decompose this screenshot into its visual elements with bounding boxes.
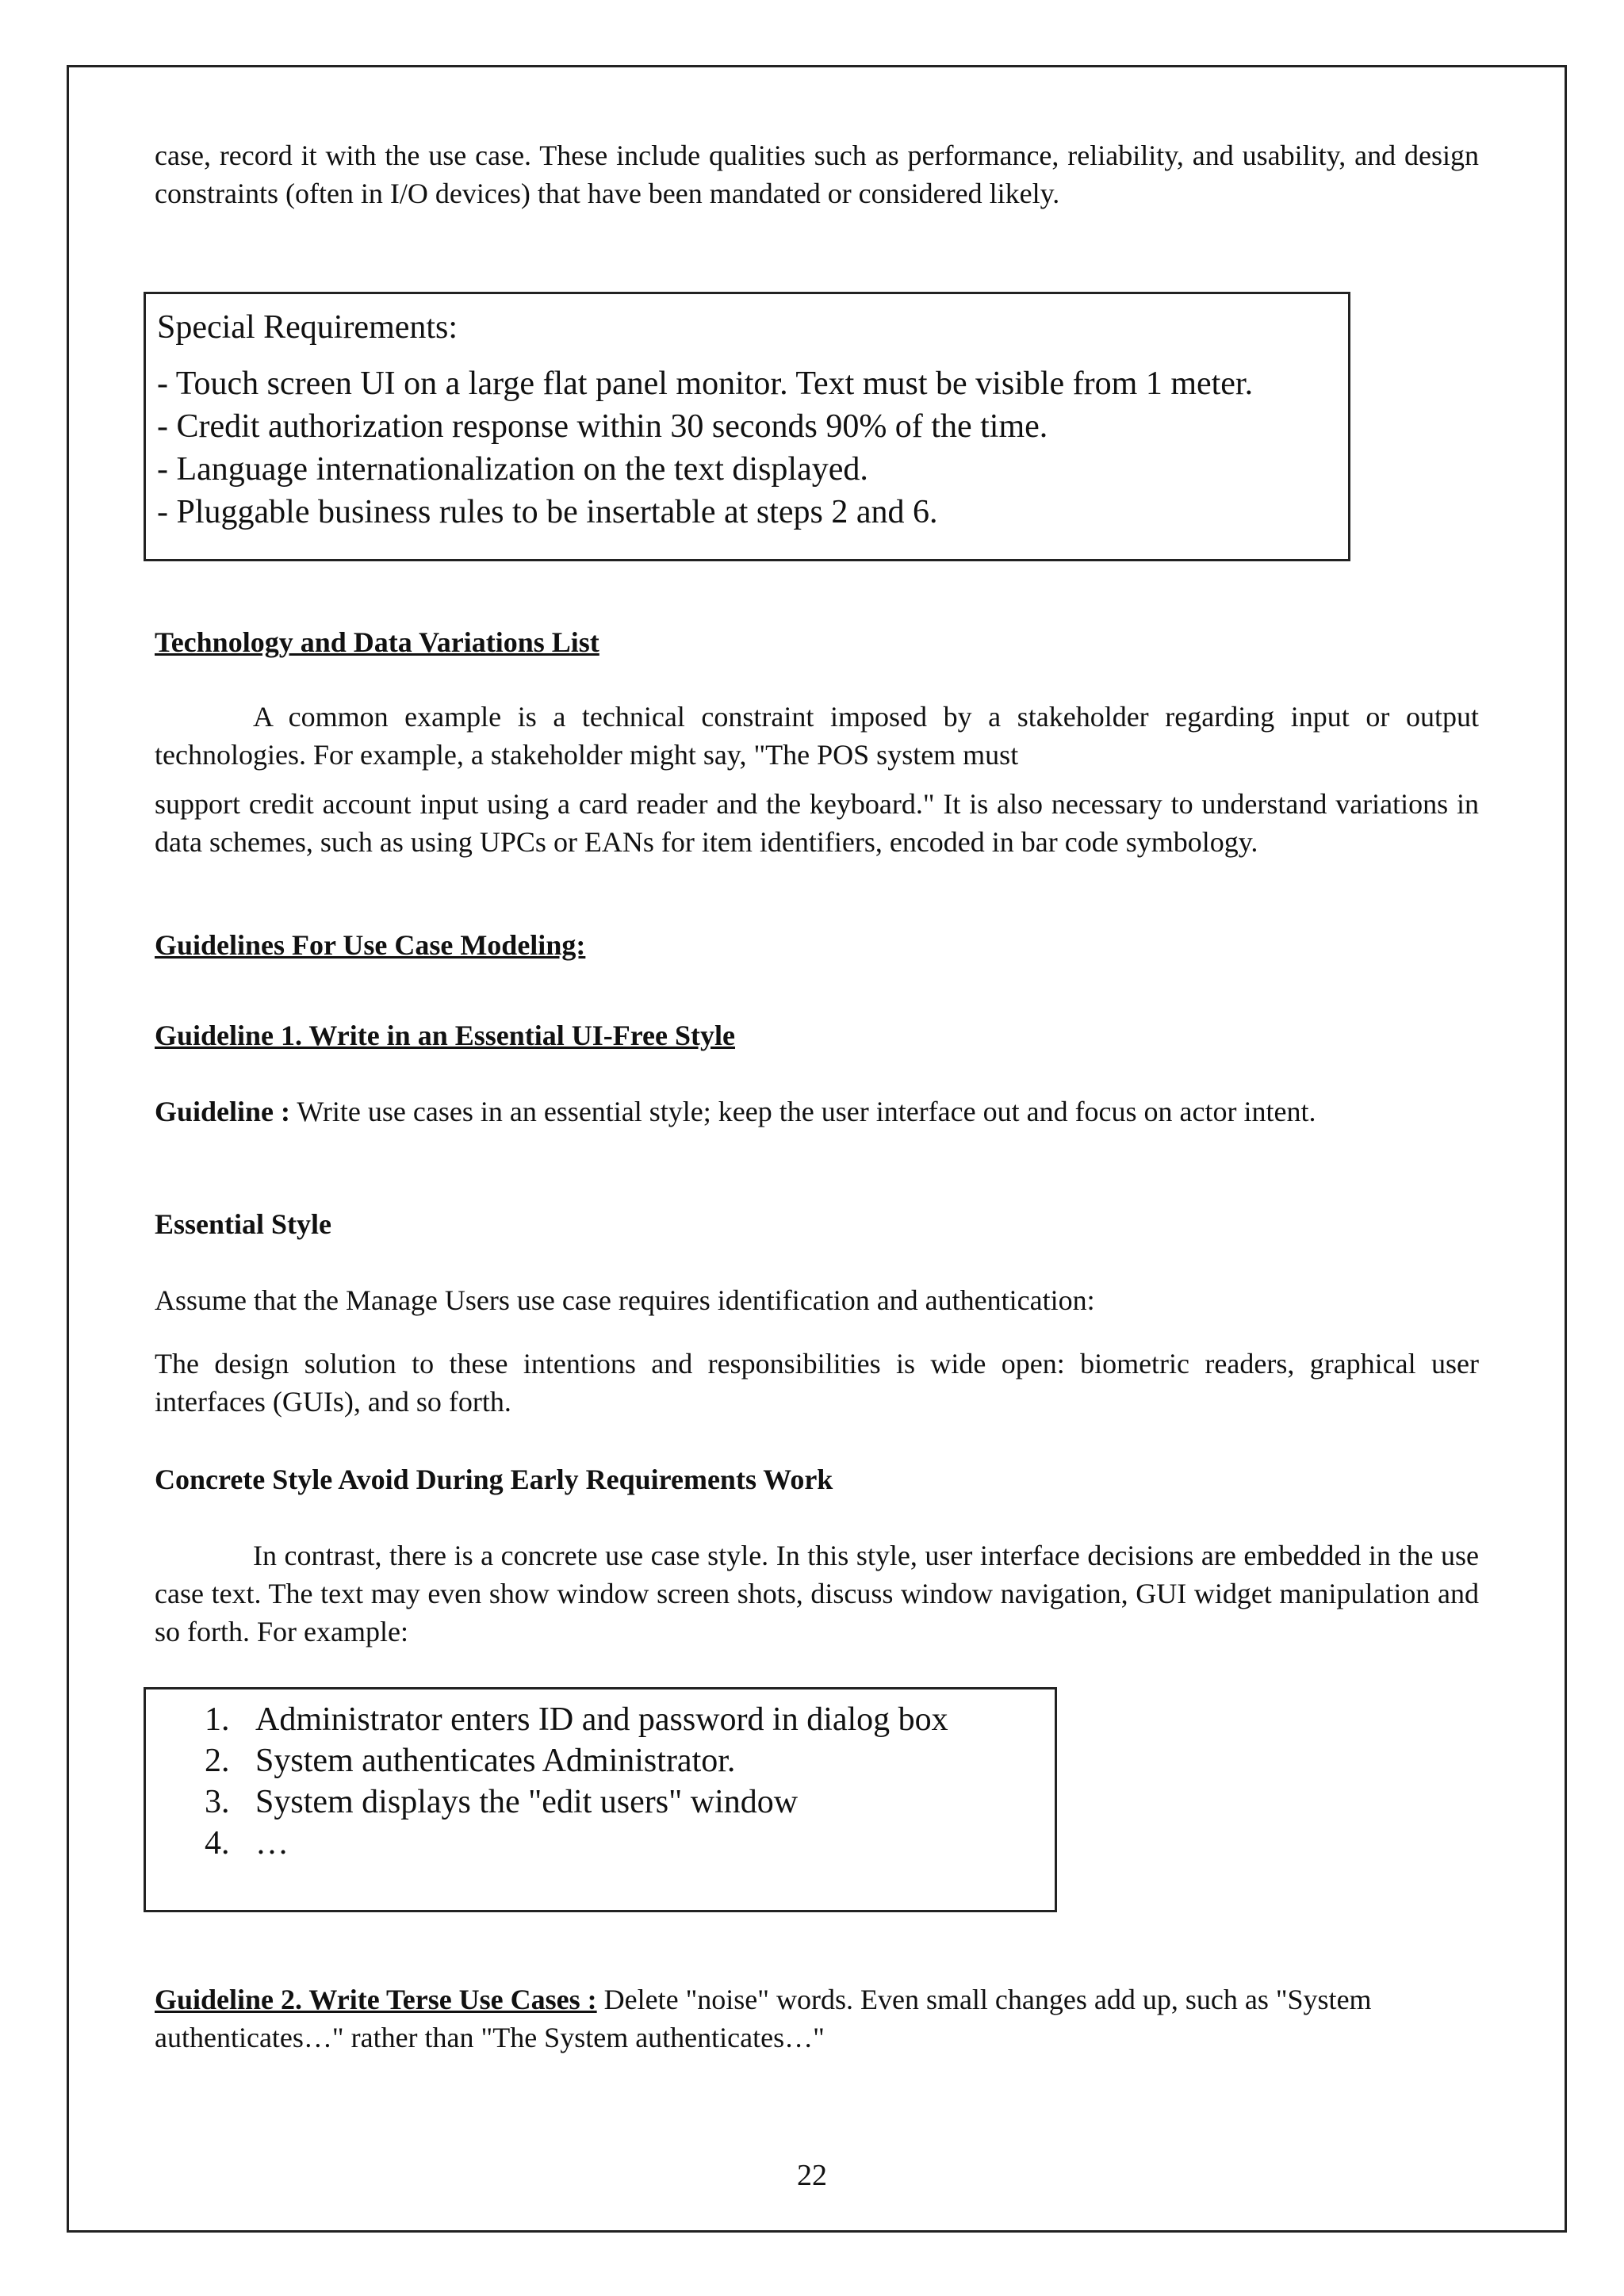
step-text: … bbox=[255, 1825, 289, 1862]
guideline-2-text: Delete "noise" words. Even small changes add up, such as "System authenticates…" rather than "The System authenticates…" bbox=[155, 1984, 1372, 2053]
concrete-paragraph: In contrast, there is a concrete use case style. In this style, user interface decisions are embedded in the use case text. The text may even show window screen shots, discuss window navigation, GUI widget manipulation and so forth. For example: bbox=[155, 1540, 1479, 1647]
guideline-1-statement bbox=[155, 1093, 1455, 1131]
list-item bbox=[205, 1823, 1055, 1864]
essential-paragraph-1: Assume that the Manage Users use case requires identification and authentication: bbox=[155, 1284, 1095, 1316]
step-number: 3. bbox=[205, 1784, 230, 1820]
guideline-text: Write use cases in an essential style; keep the user interface out and focus on actor intent. bbox=[297, 1096, 1316, 1127]
tech-paragraph-2: support credit account input using a card reader and the keyboard." It is also necessary to understand variations in data schemes, such as using UPCs or EANs for item identifiers, encoded in bar code symbology. bbox=[155, 788, 1479, 858]
special-requirements-title: Special Requirements: bbox=[157, 309, 458, 346]
guideline-2-heading: Guideline 2. Write Terse Use Cases : bbox=[155, 1984, 597, 2015]
step-text: Administrator enters ID and password in dialog box bbox=[255, 1701, 948, 1738]
special-requirement-item: - Pluggable business rules to be insertable at steps 2 and 6. bbox=[157, 494, 938, 530]
guideline-2-paragraph bbox=[155, 1980, 1455, 2057]
page-number: 22 bbox=[797, 2159, 827, 2192]
example-steps-list bbox=[146, 1689, 1055, 1864]
example-steps-box bbox=[144, 1687, 1057, 1912]
step-text: System authenticates Administrator. bbox=[255, 1743, 736, 1779]
list-item bbox=[205, 1740, 1055, 1781]
list-item bbox=[205, 1699, 1055, 1740]
essential-style-heading: Essential Style bbox=[155, 1208, 332, 1240]
step-text: System displays the "edit users" window bbox=[255, 1784, 799, 1820]
guideline-1-heading: Guideline 1. Write in an Essential UI-Free Style bbox=[155, 1020, 736, 1051]
concrete-style-heading: Concrete Style Avoid During Early Requirements Work bbox=[155, 1464, 833, 1495]
special-requirement-item: - Credit authorization response within 30 seconds 90% of the time. bbox=[157, 408, 1048, 445]
tech-paragraph-1: A common example is a technical constraint imposed by a stakeholder regarding input or output technologies. For example, a stakeholder might say, "The POS system must bbox=[155, 701, 1479, 771]
special-requirement-item: - Language internationalization on the text displayed. bbox=[157, 451, 868, 488]
intro-paragraph: case, record it with the use case. These include qualities such as performance, reliability, and usability, and design constraints (often in I/O devices) that have been mandated or considered likely. bbox=[155, 140, 1479, 209]
step-number: 1. bbox=[205, 1701, 230, 1738]
special-requirements-box bbox=[144, 292, 1350, 561]
tech-variations-heading: Technology and Data Variations List bbox=[155, 626, 599, 658]
step-number: 4. bbox=[205, 1825, 230, 1862]
list-item bbox=[205, 1781, 1055, 1823]
special-requirement-item: - Touch screen UI on a large flat panel monitor. Text must be visible from 1 meter. bbox=[157, 365, 1254, 402]
guideline-label: Guideline : bbox=[155, 1096, 291, 1127]
guidelines-heading: Guidelines For Use Case Modeling: bbox=[155, 929, 586, 961]
essential-paragraph-2: The design solution to these intentions and responsibilities is wide open: biometric readers, graphical user interfaces (GUIs), and so forth. bbox=[155, 1348, 1479, 1418]
step-number: 2. bbox=[205, 1743, 230, 1779]
